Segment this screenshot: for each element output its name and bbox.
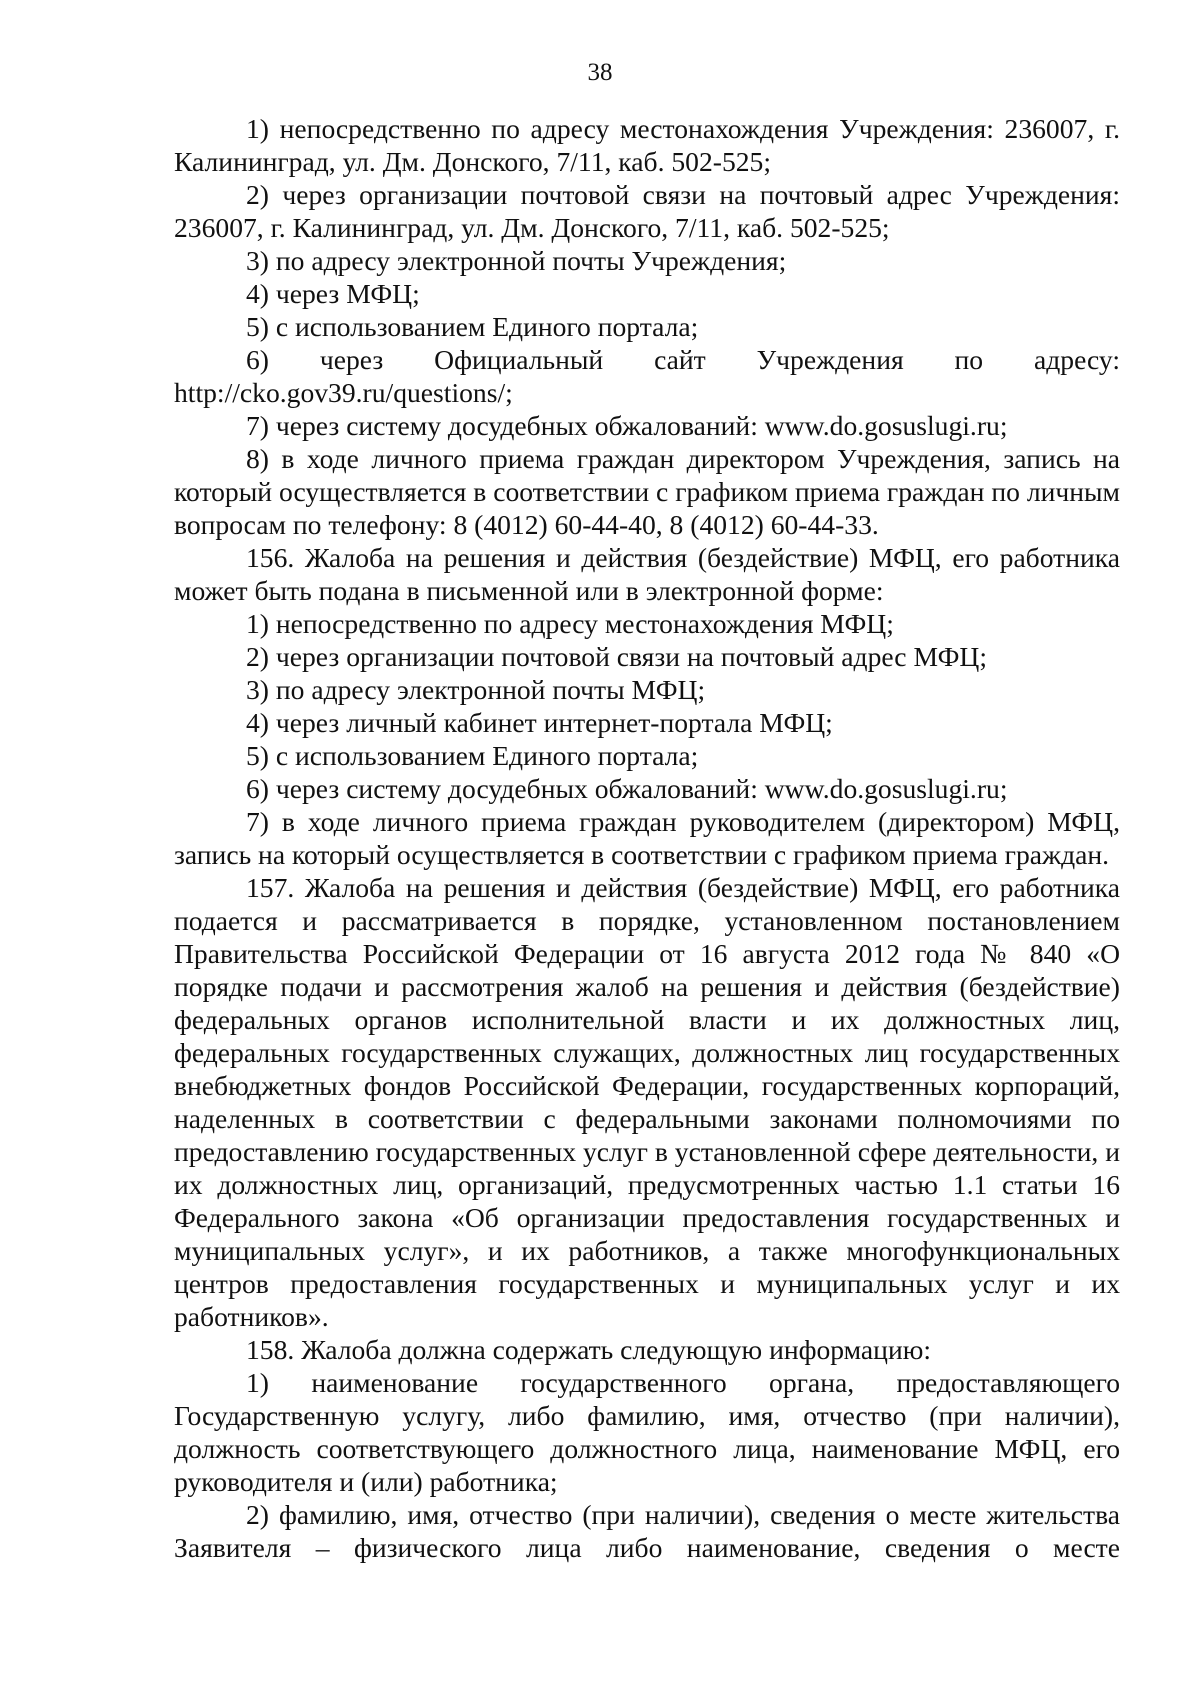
list-item: 1) наименование государственного органа, предоставляющего Государственную услугу, либо фамилию, имя, отчество (при наличии), должность соответствующего должностного лица, наименование МФЦ, его руководителя и (или) работника; — [174, 1367, 1120, 1497]
list-item: 2) фамилию, имя, отчество (при наличии), сведения о месте жительства Заявителя – физического лица либо наименование, сведения о месте — [174, 1499, 1120, 1563]
list-item: 3) по адресу электронной почты Учреждения; — [246, 245, 787, 276]
list-item: 2) через организации почтовой связи на почтовый адрес Учреждения: 236007, г. Калининград, ул. Дм. Донского, 7/11, каб. 502-525; — [174, 179, 1120, 243]
list-item: 4) через МФЦ; — [246, 278, 420, 309]
list-item: 2) через организации почтовой связи на почтовый адрес МФЦ; — [246, 641, 988, 672]
list-item: 6) через Официальный сайт Учреждения по адресу: http://cko.gov39.ru/questions/; — [174, 344, 1120, 408]
list-item: 6) через систему досудебных обжалований: www.do.gosuslugi.ru; — [246, 773, 1008, 804]
list-item: 5) с использованием Единого портала; — [246, 311, 699, 342]
list-item: 7) через систему досудебных обжалований: www.do.gosuslugi.ru; — [246, 410, 1008, 441]
list-item: 4) через личный кабинет интернет-портала МФЦ; — [246, 707, 833, 738]
list-item: 8) в ходе личного приема граждан директором Учреждения, запись на который осуществляется в соответствии с графиком приема граждан по личным вопросам по телефону: 8 (4012) 60-44-40, 8 (4012) 60-44-33. — [174, 443, 1120, 540]
document-body — [174, 112, 1120, 1564]
list-item: 1) непосредственно по адресу местонахождения Учреждения: 236007, г. Калининград, ул. Дм. Донского, 7/11, каб. 502-525; — [174, 113, 1120, 177]
paragraph-157: 157. Жалоба на решения и действия (бездействие) МФЦ, его работника подается и рассматривается в порядке, установленном постановлением Правительства Российской Федерации от 16 августа 2012 года № 840 «О порядке подачи и рассмотрения жалоб на решения и действия (бездействие) федеральных органов исполнительной власти и их должностных лиц, федеральных государственных служащих, должностных лиц государственных внебюджетных фондов Российской Федерации, государственных корпораций, наделенных в соответствии с федеральными законами полномочиями по предоставлению государственных услуг в установленной сфере деятельности, и их должностных лиц, организаций, предусмотренных частью 1.1 статьи 16 Федерального закона «Об организации предоставления государственных и муниципальных услуг», и их работников, а также многофункциональных центров предоставления государственных и муниципальных услуг и их работников». — [174, 872, 1120, 1332]
paragraph-156: 156. Жалоба на решения и действия (бездействие) МФЦ, его работника может быть подана в письменной или в электронной форме: — [174, 542, 1120, 606]
list-item: 5) с использованием Единого портала; — [246, 740, 699, 771]
paragraph-158: 158. Жалоба должна содержать следующую информацию: — [246, 1334, 931, 1365]
page-number: 38 — [587, 59, 613, 86]
list-item: 7) в ходе личного приема граждан руководителем (директором) МФЦ, запись на который осуществляется в соответствии с графиком приема граждан. — [174, 806, 1120, 870]
list-item: 1) непосредственно по адресу местонахождения МФЦ; — [246, 608, 894, 639]
list-item: 3) по адресу электронной почты МФЦ; — [246, 674, 706, 705]
